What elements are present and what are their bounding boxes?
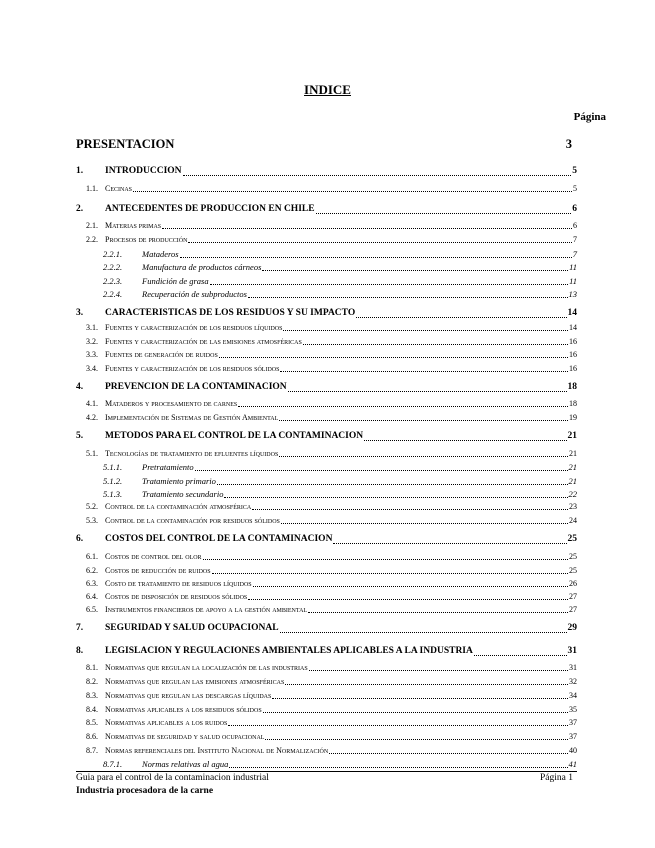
toc-entry-label: Normas relativas al agua <box>142 759 229 769</box>
toc-entry-label: Manufactura de productos cárneos <box>142 262 262 272</box>
toc-entry[interactable] <box>76 351 577 359</box>
footer-divider <box>76 771 577 772</box>
toc-entry-number: 2.2. <box>86 235 98 244</box>
toc-entry-page: 16 <box>569 337 577 346</box>
toc-entry-page: 16 <box>569 350 577 359</box>
toc-entry-page: 6 <box>572 204 577 214</box>
footer-page-number: Página 1 <box>540 773 573 783</box>
toc-entry[interactable] <box>76 490 577 499</box>
toc-entry-label: Materias primas <box>105 221 162 230</box>
toc-dot-leader <box>180 257 572 258</box>
toc-entry-label: Fuentes de generación de ruidos <box>105 350 218 359</box>
toc-entry-number: 5.1.1. <box>103 462 123 472</box>
toc-entry-label: Control de la contaminación atmosférica <box>105 502 252 511</box>
toc-entry-label: Control de la contaminación por residuos sólidos <box>105 516 280 525</box>
toc-entry-page: 24 <box>569 516 577 525</box>
toc-entry-number: 5.1.2. <box>103 476 123 486</box>
toc-entry[interactable] <box>76 593 577 601</box>
toc-dot-leader <box>195 470 568 471</box>
toc-entry-label: Costos de control del olor <box>105 552 202 561</box>
toc-entry-number: 3. <box>76 308 84 318</box>
toc-presentacion-label: PRESENTACION <box>76 137 175 151</box>
toc-entry-label: Normas referenciales del Instituto Nacional de Normalización <box>105 746 329 755</box>
toc-entry-page: 22 <box>568 489 577 499</box>
toc-entry-page: 21 <box>569 449 577 458</box>
toc-entry-label: Pretratamiento <box>142 462 194 472</box>
toc-dot-leader <box>281 523 568 524</box>
toc-entry-number: 3.3. <box>86 350 98 359</box>
toc-entry[interactable] <box>76 236 577 244</box>
toc-entry[interactable] <box>76 692 577 700</box>
toc-entry-label: Tratamiento primario <box>142 476 216 486</box>
toc-entry-page: 32 <box>569 677 577 686</box>
toc-entry-page: 40 <box>569 746 577 755</box>
toc-entry-label: Procesos de producción <box>105 235 188 244</box>
toc-entry-label: Mataderos y procesamiento de carnes <box>105 399 238 408</box>
toc-dot-leader <box>356 317 566 318</box>
toc-entry[interactable] <box>76 338 577 346</box>
toc-entry[interactable] <box>76 553 577 561</box>
toc-entry-label: SEGURIDAD Y SALUD OCUPACIONAL <box>105 623 279 633</box>
toc-entry-number: 6.2. <box>86 566 98 575</box>
toc-entry[interactable] <box>76 185 577 193</box>
toc-dot-leader <box>316 213 572 214</box>
toc-entry-label: Normativas que regulan las descargas líquidas <box>105 691 272 700</box>
toc-entry-number: 8.3. <box>86 691 98 700</box>
toc-presentacion[interactable] <box>76 137 572 152</box>
toc-entry-page: 7 <box>573 235 577 244</box>
toc-entry-number: 2.2.3. <box>103 276 123 286</box>
toc-entry[interactable] <box>76 477 577 486</box>
toc-dot-leader <box>309 670 568 671</box>
toc-entry-label: METODOS PARA EL CONTROL DE LA CONTAMINACION <box>105 431 364 441</box>
toc-entry-number: 5.1.3. <box>103 489 123 499</box>
toc-entry-label: Costos de reducción de ruidos <box>105 566 211 575</box>
toc-dot-leader <box>263 712 568 713</box>
toc-entry-number: 1. <box>76 166 84 176</box>
toc-dot-leader <box>265 739 568 740</box>
toc-entry[interactable] <box>76 706 577 714</box>
toc-entry[interactable] <box>76 400 577 408</box>
toc-dot-leader <box>238 406 568 407</box>
toc-entry-number: 3.1. <box>86 323 98 332</box>
toc-entry-number: 6. <box>76 534 84 544</box>
toc-entry[interactable] <box>76 719 577 727</box>
toc-entry[interactable] <box>76 606 577 614</box>
toc-dot-leader <box>217 484 568 485</box>
toc-dot-leader <box>210 284 569 285</box>
toc-entry[interactable] <box>76 414 577 422</box>
toc-dot-leader <box>252 509 568 510</box>
toc-entry[interactable] <box>76 678 577 686</box>
toc-dot-leader <box>285 684 568 685</box>
toc-entry-page: 37 <box>569 732 577 741</box>
toc-entry-page: 21 <box>568 462 577 472</box>
toc-entry-number: 6.5. <box>86 605 98 614</box>
toc-entry-page: 5 <box>572 166 577 176</box>
toc-entry-label: Costo de tratamiento de residuos líquidos <box>105 579 252 588</box>
toc-entry[interactable] <box>76 760 577 769</box>
toc-dot-leader <box>288 391 567 392</box>
toc-entry-label: Costos de disposición de residuos sólidos <box>105 592 248 601</box>
toc-entry[interactable] <box>76 309 577 319</box>
toc-entry-page: 23 <box>569 502 577 511</box>
toc-entry-page: 18 <box>569 399 577 408</box>
toc-entry-number: 6.4. <box>86 592 98 601</box>
toc-entry-page: 31 <box>569 663 577 672</box>
toc-entry-number: 4. <box>76 382 84 392</box>
toc-entry[interactable] <box>76 263 577 272</box>
toc-entry-number: 4.2. <box>86 413 98 422</box>
toc-dot-leader <box>279 456 568 457</box>
toc-entry[interactable] <box>76 324 577 332</box>
toc-entry-label: Instrumentos financieros de apoyo a la gestión ambiental <box>105 605 308 614</box>
toc-dot-leader <box>280 632 567 633</box>
toc-dot-leader <box>279 420 568 421</box>
toc-entry-number: 8.7. <box>86 746 98 755</box>
toc-entry[interactable] <box>76 432 577 442</box>
toc-entry[interactable] <box>76 580 577 588</box>
toc-entry[interactable] <box>76 205 577 215</box>
footer-subtitle: Industria procesadora de la carne <box>76 786 214 796</box>
toc-entry-label: Normativas de seguridad y salud ocupacional <box>105 732 265 741</box>
toc-entry-page: 14 <box>569 323 577 332</box>
toc-entry-number: 5. <box>76 431 84 441</box>
toc-entry-page: 35 <box>569 705 577 714</box>
toc-entry-page: 11 <box>569 276 577 286</box>
toc-entry-label: Fuentes y caracterización de los residuos sólidos <box>105 364 280 373</box>
toc-entry-label: INTRODUCCION <box>105 166 182 176</box>
toc-entry-page: 14 <box>567 308 577 318</box>
toc-entry-page: 11 <box>569 262 577 272</box>
toc-entry[interactable] <box>76 277 577 286</box>
toc-dot-leader <box>203 559 568 560</box>
toc-entry-number: 8.7.1. <box>103 759 123 769</box>
toc-dot-leader <box>248 599 568 600</box>
toc-entry-page: 25 <box>569 552 577 561</box>
toc-entry-page: 21 <box>568 476 577 486</box>
toc-entry-page: 16 <box>569 364 577 373</box>
toc-entry-page: 6 <box>573 221 577 230</box>
toc-entry-number: 1.1. <box>86 184 98 193</box>
toc-dot-leader <box>283 330 568 331</box>
toc-dot-leader <box>333 543 566 544</box>
toc-entry-label: Fuentes y caracterización de los residuos líquidos <box>105 323 283 332</box>
toc-entry[interactable] <box>76 383 577 393</box>
toc-entry-page: 18 <box>567 382 577 392</box>
toc-entry-label: Normativas aplicables a los ruidos <box>105 718 228 727</box>
toc-entry-number: 2.2.2. <box>103 262 123 272</box>
index-title: INDICE <box>304 82 351 97</box>
toc-entry-page: 7 <box>572 249 577 259</box>
toc-entry-label: Implementación de Sistemas de Gestión Ambiental <box>105 413 279 422</box>
toc-dot-leader <box>303 344 568 345</box>
toc-entry-page: 34 <box>569 691 577 700</box>
toc-entry-label: Fuentes y caracterización de las emisiones atmosféricas <box>105 337 302 346</box>
toc-entry-label: COSTOS DEL CONTROL DE LA CONTAMINACION <box>105 534 333 544</box>
toc-dot-leader <box>229 767 567 768</box>
toc-entry-page: 25 <box>567 534 577 544</box>
toc-entry[interactable] <box>76 290 577 299</box>
toc-entry-label: CARACTERISTICAS DE LOS RESIDUOS Y SU IMPACTO <box>105 308 356 318</box>
toc-dot-leader <box>308 612 568 613</box>
toc-entry[interactable] <box>76 567 577 575</box>
toc-entry-page: 37 <box>569 718 577 727</box>
toc-entry[interactable] <box>76 624 577 634</box>
toc-entry[interactable] <box>76 747 577 755</box>
toc-entry[interactable] <box>76 647 577 657</box>
toc-entry-number: 3.4. <box>86 364 98 373</box>
toc-entry-number: 2.1. <box>86 221 98 230</box>
toc-entry-number: 7. <box>76 623 84 633</box>
toc-dot-leader <box>248 297 568 298</box>
toc-entry-page: 27 <box>569 592 577 601</box>
toc-entry-number: 8.6. <box>86 732 98 741</box>
toc-entry-label: ANTECEDENTES DE PRODUCCION EN CHILE <box>105 204 315 214</box>
toc-entry-page: 31 <box>567 646 577 656</box>
toc-entry-number: 6.1. <box>86 552 98 561</box>
toc-entry[interactable] <box>76 503 577 511</box>
toc-entry-label: LEGISLACION Y REGULACIONES AMBIENTALES APLICABLES A LA INDUSTRIA <box>105 646 473 656</box>
toc-entry-page: 27 <box>569 605 577 614</box>
toc-entry-page: 13 <box>568 289 577 299</box>
toc-dot-leader <box>162 228 572 229</box>
toc-entry-number: 6.3. <box>86 579 98 588</box>
toc-entry-label: PREVENCION DE LA CONTAMINACION <box>105 382 287 392</box>
toc-dot-leader <box>272 698 568 699</box>
toc-entry-page: 19 <box>569 413 577 422</box>
toc-dot-leader <box>280 371 568 372</box>
toc-entry[interactable] <box>76 664 577 672</box>
toc-entry-label: Normativas que regulan la localización de las industrias <box>105 663 308 672</box>
toc-entry-number: 8.2. <box>86 677 98 686</box>
toc-entry-number: 2.2.1. <box>103 249 123 259</box>
toc-dot-leader <box>364 440 566 441</box>
toc-dot-leader <box>253 586 568 587</box>
toc-entry[interactable] <box>76 517 577 525</box>
toc-entry-page: 41 <box>568 759 577 769</box>
toc-dot-leader <box>212 573 568 574</box>
page-column-header: Página <box>573 111 606 123</box>
toc-entry-page: 29 <box>567 623 577 633</box>
toc-dot-leader <box>188 242 572 243</box>
toc-entry-number: 5.3. <box>86 516 98 525</box>
toc-entry-label: Fundición de grasa <box>142 276 209 286</box>
toc-entry-number: 2.2.4. <box>103 289 123 299</box>
toc-entry-number: 3.2. <box>86 337 98 346</box>
toc-entry[interactable] <box>76 733 577 741</box>
toc-entry-label: Tratamiento secundario <box>142 489 224 499</box>
toc-entry-label: Cecinas <box>105 184 133 193</box>
toc-entry-page: 21 <box>567 431 577 441</box>
toc-dot-leader <box>329 753 568 754</box>
toc-dot-leader <box>133 191 572 192</box>
toc-entry-label: Normativas que regulan las emisiones atmosféricas <box>105 677 285 686</box>
toc-dot-leader <box>262 270 568 271</box>
toc-entry-number: 5.1. <box>86 449 98 458</box>
toc-entry[interactable] <box>76 463 577 472</box>
toc-entry-label: Recuperación de subproductos <box>142 289 247 299</box>
toc-entry[interactable] <box>76 167 577 177</box>
toc-dot-leader <box>474 655 567 656</box>
toc-entry-number: 5.2. <box>86 502 98 511</box>
toc-entry-number: 8.4. <box>86 705 98 714</box>
toc-dot-leader <box>224 497 567 498</box>
footer <box>76 773 573 783</box>
toc-entry-label: Tecnologías de tratamiento de efluentes líquidos <box>105 449 279 458</box>
toc-entry[interactable] <box>76 222 577 230</box>
toc-dot-leader <box>228 725 568 726</box>
toc-entry-number: 4.1. <box>86 399 98 408</box>
toc-entry[interactable] <box>76 450 577 458</box>
toc-entry-number: 8.5. <box>86 718 98 727</box>
toc-entry-page: 5 <box>573 184 577 193</box>
toc-entry[interactable] <box>76 250 577 259</box>
toc-entry-number: 2. <box>76 204 84 214</box>
toc-entry-number: 8.1. <box>86 663 98 672</box>
toc-entry[interactable] <box>76 365 577 373</box>
toc-presentacion-page: 3 <box>565 137 572 151</box>
toc-entry[interactable] <box>76 535 577 545</box>
toc-entry-page: 25 <box>569 566 577 575</box>
toc-entry-label: Normativas aplicables a los residuos sólidos <box>105 705 262 714</box>
toc-dot-leader <box>183 175 572 176</box>
toc-entry-label: Mataderos <box>142 249 179 259</box>
footer-document-title: Guia para el control de la contaminacion industrial <box>76 773 269 783</box>
toc-dot-leader <box>219 357 568 358</box>
toc-entry-page: 26 <box>569 579 577 588</box>
toc-entry-number: 8. <box>76 646 84 656</box>
